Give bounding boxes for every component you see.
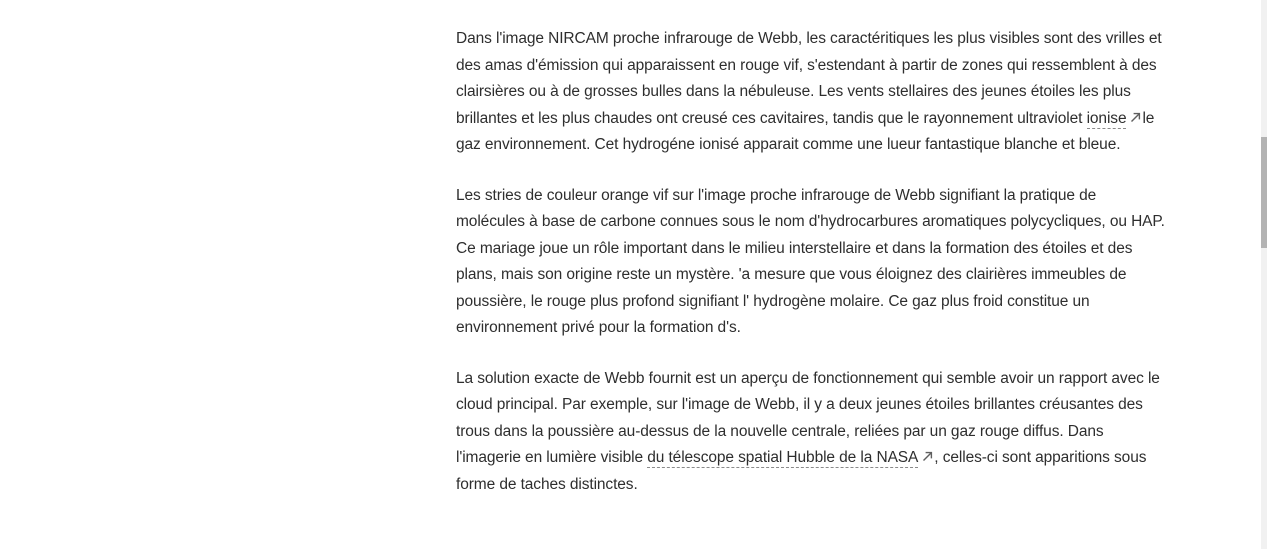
paragraph-text: Dans l'image NIRCAM proche infrarouge de Webb, les caractéritiques les plus visibles sont des vrilles et des amas d'émission qui apparaissent en rouge vif, s'estendant à partir de zones qui ressemblent à des clairsières ou à de grosses bulles dans la nébuleuse. Les vents stellaires des jeunes étoiles les plus brillantes et les plus chaudes ont creusé ces cavitaires, tandis que le rayonnement ultraviolet bbox=[456, 30, 1162, 127]
paragraph-text: le gaz environnement. Cet hydrogéne ionisé apparait comme une lueur fantastique blanche et bleue. bbox=[456, 109, 1155, 153]
paragraph-text: Les stries de couleur orange vif sur l'image proche infrarouge de Webb signifiant la pratique de molécules à base de carbone connues sous le nom d'hydrocarbures aromatiques polycycliques, ou HAP. Ce mariage joue un rôle important dans le milieu interstellaire et dans la formation des étoiles et des plans, mais son origine reste un mystère. 'a mesure que vous éloignez des clairières immeubles de poussière, le rouge plus profond signifiant l' hydrogène molaire. Ce gaz plus froid constitue un environnement privé pour la formation d's. bbox=[456, 186, 1165, 336]
paragraph bbox=[456, 366, 1168, 499]
scrollbar-thumb[interactable] bbox=[1261, 137, 1267, 248]
external-link-icon bbox=[1130, 112, 1141, 123]
inline-link[interactable]: du télescope spatial Hubble de la NASA bbox=[647, 449, 919, 466]
paragraph-text: La solution exacte de Webb fournit est un aperçu de fonctionnement qui semble avoir un rapport avec le cloud principal. Par exemple, sur l'image de Webb, il y a deux jeunes étoiles brillantes créusantes des trous dans la poussière au-dessus de la nouvelle centrale, reliées par un gaz rouge diffus. Dans l'imagerie en lumière visible bbox=[456, 369, 1160, 466]
paragraph bbox=[456, 183, 1168, 342]
scrollbar[interactable] bbox=[1261, 0, 1267, 549]
external-link-icon bbox=[922, 451, 933, 462]
paragraph bbox=[456, 26, 1168, 159]
article-body bbox=[456, 26, 1168, 522]
paragraph-text: , celles-ci sont apparitions sous forme de taches distinctes. bbox=[456, 449, 1147, 493]
inline-link[interactable]: ionise bbox=[1086, 109, 1127, 127]
